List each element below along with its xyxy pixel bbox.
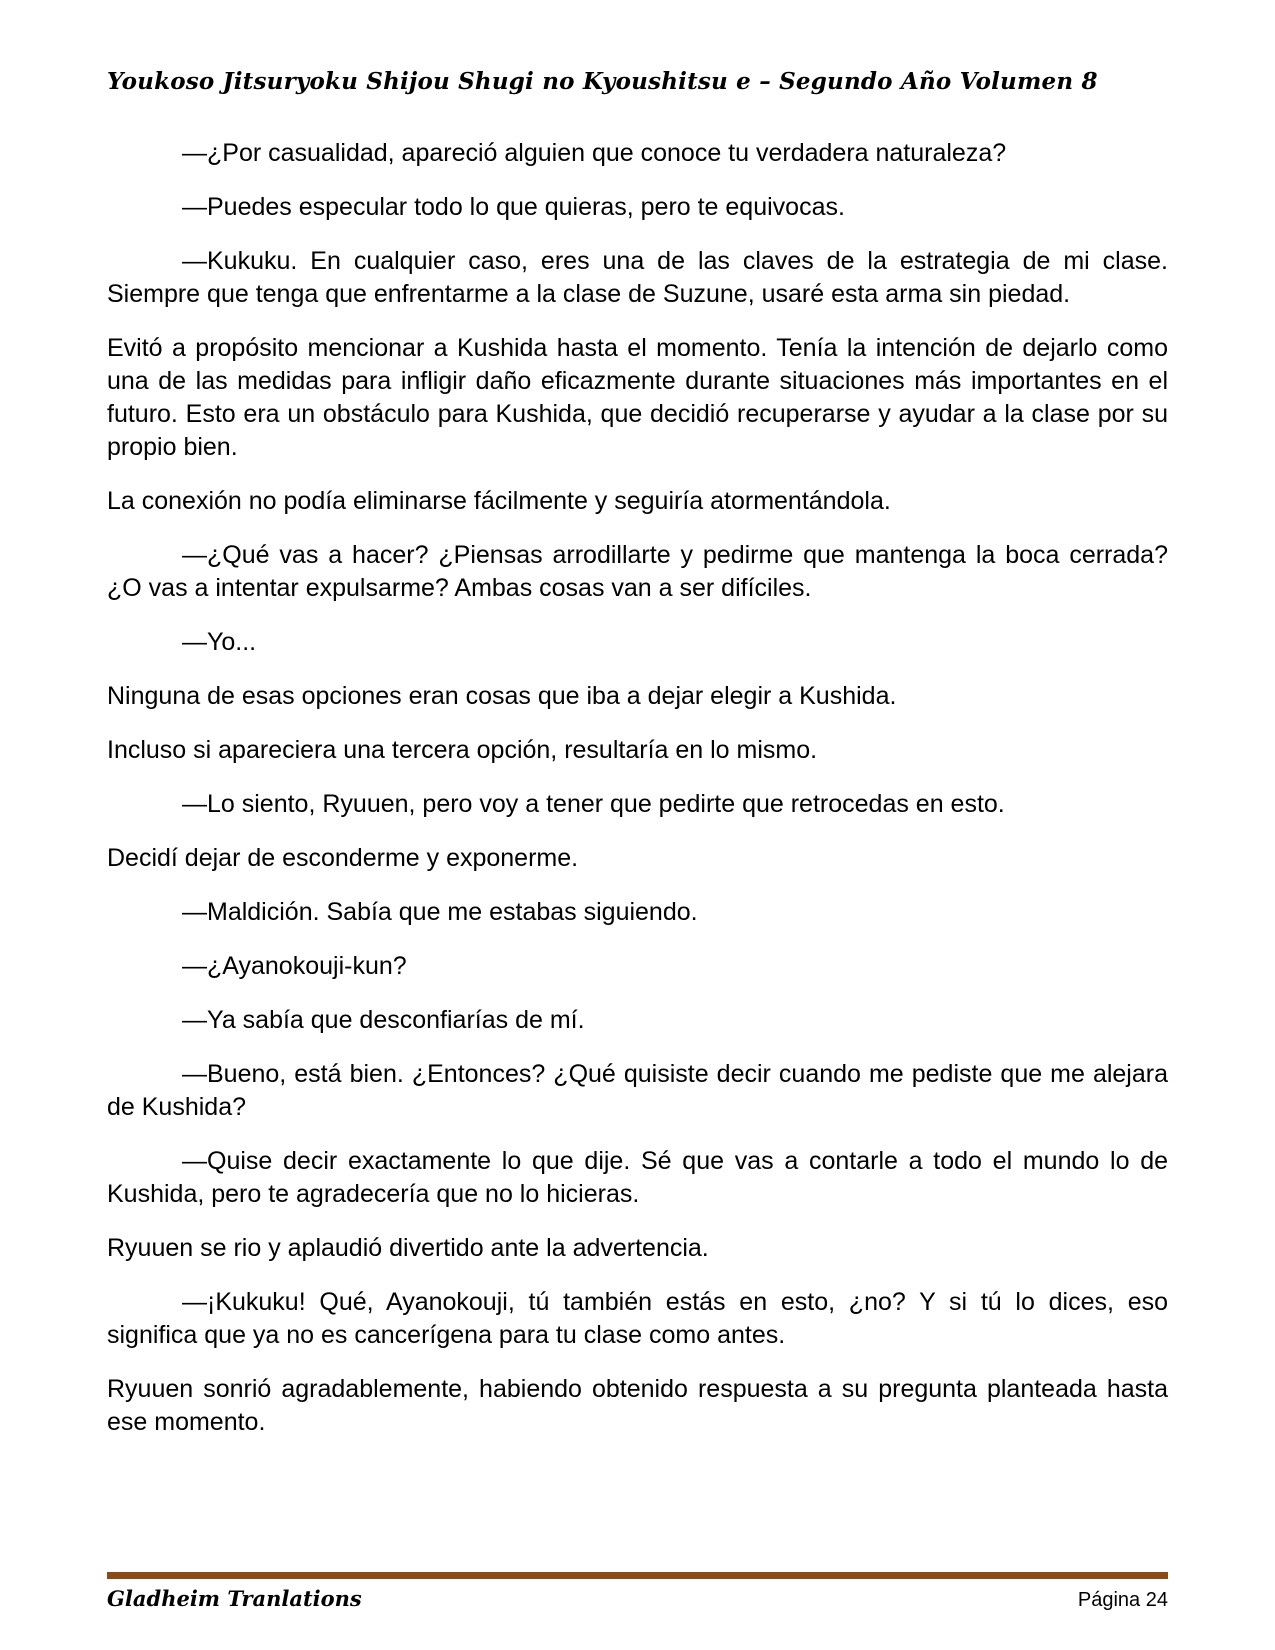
dialogue-paragraph: —Yo... <box>182 628 257 656</box>
dialogue-paragraph: —Bueno, está bien. ¿Entonces? ¿Qué quisiste decir cuando me pediste que me alejara de Kushida? <box>107 1060 1168 1121</box>
footer-divider <box>107 1572 1168 1579</box>
footer-page-label: Página <box>1077 1589 1141 1611</box>
dialogue-paragraph: —Maldición. Sabía que me estabas siguiendo. <box>182 898 698 926</box>
narration-paragraph: Ryuuen sonrió agradablemente, habiendo obtenido respuesta a su pregunta planteada hasta ese momento. <box>107 1375 1168 1436</box>
page-footer <box>107 1572 1168 1612</box>
header-title: Youkoso Jitsuryoku Shijou Shugi no Kyoushitsu e – Segundo Año Volumen 8 <box>107 68 1098 95</box>
dialogue-paragraph: —Ya sabía que desconfiarías de mí. <box>182 1006 585 1034</box>
narration-paragraph: Incluso si apareciera una tercera opción, resultaría en lo mismo. <box>107 736 818 764</box>
narration-paragraph: Ryuuen se rio y aplaudió divertido ante la advertencia. <box>107 1234 709 1262</box>
footer-row <box>107 1586 1168 1612</box>
dialogue-paragraph: —Puedes especular todo lo que quieras, pero te equivocas. <box>182 193 845 221</box>
dialogue-paragraph: —Lo siento, Ryuuen, pero voy a tener que pedirte que retrocedas en esto. <box>182 790 1005 818</box>
dialogue-paragraph: —Quise decir exactamente lo que dije. Sé que vas a contarle a todo el mundo lo de Kushida, pero te agradecería que no lo hicieras. <box>107 1147 1168 1208</box>
footer-translator-credit: Gladheim Tranlations <box>107 1586 362 1611</box>
dialogue-paragraph: —¿Ayanokouji-kun? <box>182 952 407 980</box>
dialogue-paragraph: —¿Por casualidad, apareció alguien que conoce tu verdadera naturaleza? <box>182 139 1007 167</box>
dialogue-paragraph: —¡Kukuku! Qué, Ayanokouji, tú también estás en esto, ¿no? Y si tú lo dices, eso significa que ya no es cancerígena para tu clase como antes. <box>107 1288 1168 1349</box>
dialogue-paragraph: —Kukuku. En cualquier caso, eres una de las claves de la estrategia de mi clase. Siempre que tenga que enfrentarme a la clase de Suzune, usaré esta arma sin piedad. <box>107 247 1168 308</box>
dialogue-paragraph: —¿Qué vas a hacer? ¿Piensas arrodillarte y pedirme que mantenga la boca cerrada? ¿O vas a intentar expulsarme? Ambas cosas van a ser difíciles. <box>107 541 1168 602</box>
document-body <box>107 137 1168 1439</box>
narration-paragraph: Ninguna de esas opciones eran cosas que iba a dejar elegir a Kushida. <box>107 682 897 710</box>
page-header <box>107 68 1168 95</box>
narration-paragraph: La conexión no podía eliminarse fácilmente y seguiría atormentándola. <box>107 487 891 515</box>
narration-paragraph: Evitó a propósito mencionar a Kushida hasta el momento. Tenía la intención de dejarlo como una de las medidas para infligir daño eficazmente durante situaciones más importantes en el futuro. Esto era un obstáculo para Kushida, que decidió recuperarse y ayudar a la clase por su propio bien. <box>107 334 1168 461</box>
footer-page-indicator <box>1078 1589 1168 1612</box>
narration-paragraph: Decidí dejar de esconderme y exponerme. <box>107 844 579 872</box>
footer-page-number: 24 <box>1145 1589 1168 1611</box>
